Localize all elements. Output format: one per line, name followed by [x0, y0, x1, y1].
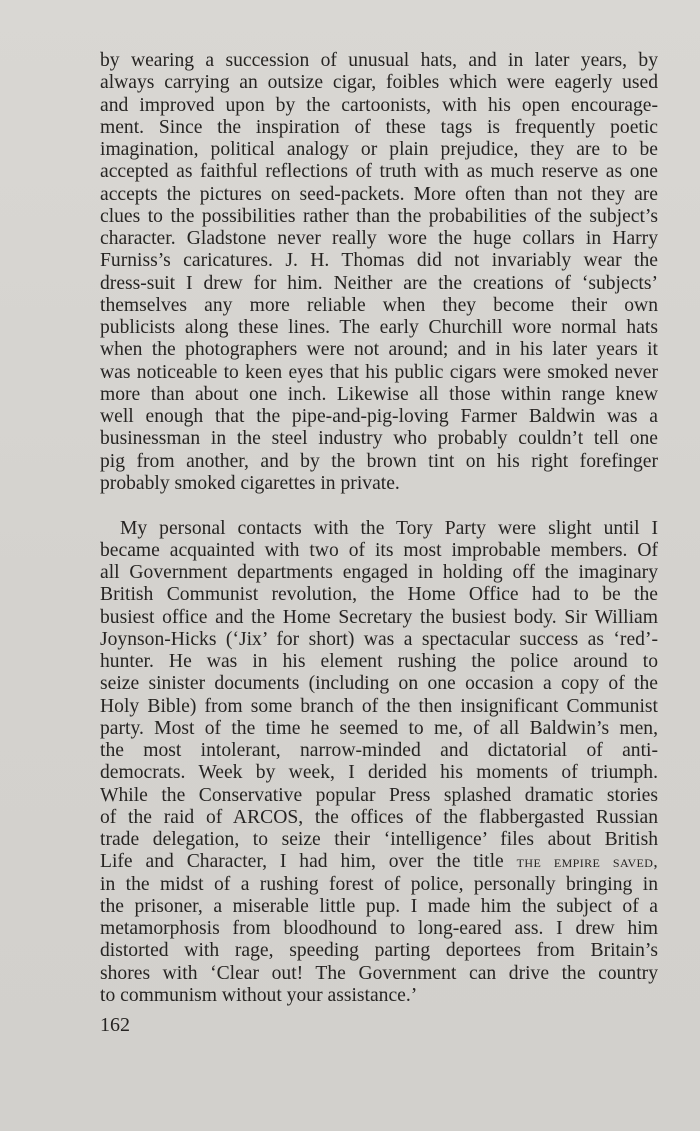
text-line: While the Conservative popular Press splashed dramatic stories [100, 784, 658, 806]
small-caps-title: the empire saved, [516, 852, 658, 872]
text-line: shores with ‘Clear out! The Government can drive the country [100, 962, 658, 984]
text-line: My personal contacts with the Tory Party were slight until I [120, 517, 658, 539]
text-line: more than about one inch. Likewise all those within range knew [100, 383, 658, 405]
text-line: accepted as faithful reflections of truth with as much reserve as one [100, 161, 658, 183]
paragraph-2-part-b [100, 874, 658, 1008]
text-line: ment. Since the inspiration of these tags is frequently poetic [100, 116, 658, 138]
page-number: 162 [100, 1014, 130, 1036]
text-line: party. Most of the time he seemed to me, of all Baldwin’s men, [100, 717, 658, 739]
text-line: when the photographers were not around; and in his later years it [100, 339, 658, 361]
text-line: themselves any more reliable when they become their own [100, 294, 658, 316]
text-line: character. Gladstone never really wore the huge collars in Harry [100, 228, 658, 249]
text-line: clues to the possibilities rather than the probabilities of the subject’s [100, 205, 658, 227]
text-line: democrats. Week by week, I derided his moments of triumph. [100, 762, 658, 784]
paragraph-gap [100, 495, 658, 518]
paragraph-2-part-a [100, 518, 658, 852]
text-line: seize sinister documents (including on one occasion a copy of the [100, 673, 658, 695]
text-line: imagination, political analogy or plain prejudice, they are to be [100, 139, 658, 160]
text-line: publicists along these lines. The early Churchill wore normal hats [100, 317, 658, 338]
body-text [100, 50, 658, 1007]
text-line: well enough that the pipe-and-pig-loving Farmer Baldwin was a [100, 406, 658, 427]
paragraph-1 [100, 50, 658, 495]
text-line: accepts the pictures on seed-packets. More often than not they are [100, 183, 658, 205]
text-line: Furniss’s caricatures. J. H. Thomas did not invariably wear the [100, 250, 658, 272]
text-line: businessman in the steel industry who probably couldn’t tell one [100, 428, 658, 450]
text-line: became acquainted with two of its most improbable members. Of [100, 539, 658, 561]
text-line: distorted with rage, speeding parting deportees from Britain’s [100, 940, 658, 962]
text-line: in the midst of a rushing forest of police, personally bringing in [100, 873, 658, 895]
text-line: pig from another, and by the brown tint on his right forefinger [100, 450, 658, 472]
text-line: British Communist revolution, the Home Office had to be the [100, 584, 658, 606]
title-line-lead: Life and Character, I had him, over the title [100, 851, 504, 873]
text-line: Holy Bible) from some branch of the then insignificant Communist [100, 695, 658, 717]
text-line: of the raid of ARCOS, the offices of the flabbergasted Russian [100, 806, 658, 828]
paragraph-2 [100, 518, 658, 1008]
text-line: metamorphosis from bloodhound to long-eared ass. I drew him [100, 918, 658, 939]
text-line: always carrying an outsize cigar, foibles which were eagerly used [100, 72, 658, 94]
text-line: Joynson-Hicks (‘Jix’ for short) was a spectacular success as ‘red’- [100, 628, 658, 650]
text-line: dress-suit I drew for him. Neither are the creations of ‘subjects’ [100, 272, 658, 294]
text-line: probably smoked cigarettes in private. [100, 472, 400, 494]
text-line: all Government departments engaged in holding off the imaginary [100, 562, 658, 583]
text-line: by wearing a succession of unusual hats, and in later years, by [100, 50, 658, 71]
title-line [100, 851, 658, 873]
text-line: trade delegation, to seize their ‘intelligence’ files about British [100, 829, 658, 850]
text-line: the prisoner, a miserable little pup. I made him the subject of a [100, 895, 658, 917]
text-line: busiest office and the Home Secretary the busiest body. Sir William [100, 606, 658, 628]
text-line: hunter. He was in his element rushing the police around to [100, 651, 658, 672]
text-line: and improved upon by the cartoonists, with his open encourage- [100, 94, 658, 116]
text-line: was noticeable to keen eyes that his public cigars were smoked never [100, 361, 658, 383]
text-line: to communism without your assistance.’ [100, 984, 418, 1006]
text-line: the most intolerant, narrow-minded and dictatorial of anti- [100, 740, 658, 761]
